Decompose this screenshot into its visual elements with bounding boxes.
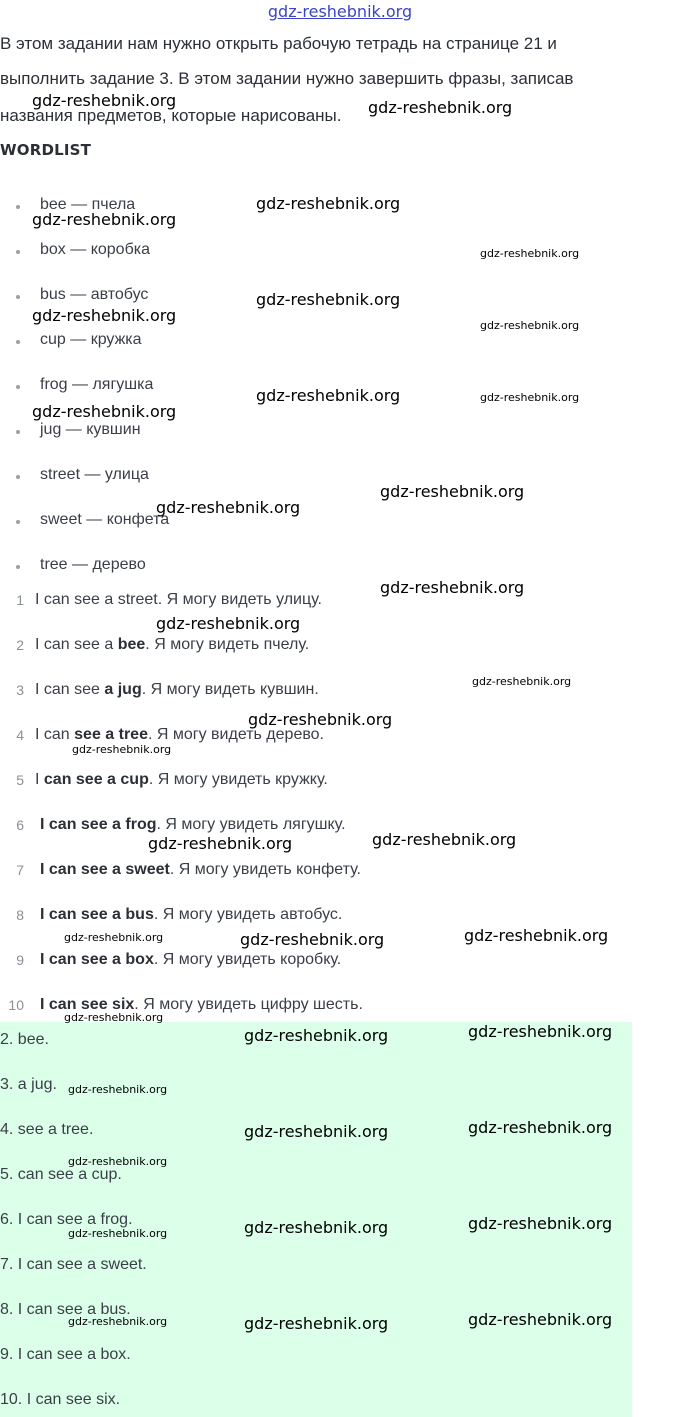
answer-line: 8. I can see a bus. [0, 1301, 131, 1318]
answer-line: 10. I can see six. [0, 1391, 121, 1408]
watermark: gdz-reshebnik.org [32, 91, 177, 110]
wordlist-heading: WORDLIST [0, 141, 92, 159]
watermark: gdz-reshebnik.org [380, 482, 525, 501]
bullet-icon [16, 340, 20, 344]
watermark: gdz-reshebnik.org [248, 710, 393, 729]
watermark: gdz-reshebnik.org [256, 290, 401, 309]
watermark: gdz-reshebnik.org [64, 1011, 164, 1024]
bullet-icon [16, 475, 20, 479]
watermark: gdz-reshebnik.org [32, 210, 177, 229]
site-link[interactable]: gdz-reshebnik.org [267, 2, 413, 21]
intro-line-2: выполнить задание 3. В этом задании нужно завершить фразы, записав [0, 69, 574, 88]
watermark: gdz-reshebnik.org [68, 1315, 168, 1328]
watermark: gdz-reshebnik.org [256, 386, 401, 405]
watermark: gdz-reshebnik.org [468, 1214, 613, 1233]
watermark: gdz-reshebnik.org [380, 578, 525, 597]
watermark: gdz-reshebnik.org [368, 98, 513, 117]
watermark: gdz-reshebnik.org [240, 930, 385, 949]
bullet-icon [16, 430, 20, 434]
bullet-icon [16, 250, 20, 254]
watermark: gdz-reshebnik.org [244, 1218, 389, 1237]
watermark: gdz-reshebnik.org [256, 194, 401, 213]
watermark: gdz-reshebnik.org [68, 1155, 168, 1168]
bullet-icon [16, 520, 20, 524]
watermark: gdz-reshebnik.org [244, 1314, 389, 1333]
watermark: gdz-reshebnik.org [244, 1122, 389, 1141]
watermark: gdz-reshebnik.org [244, 1026, 389, 1045]
watermark: gdz-reshebnik.org [64, 931, 164, 944]
watermark: gdz-reshebnik.org [480, 319, 580, 332]
watermark: gdz-reshebnik.org [480, 391, 580, 404]
watermark: gdz-reshebnik.org [464, 926, 609, 945]
watermark: gdz-reshebnik.org [156, 614, 301, 633]
answer-line: 2. bee. [0, 1031, 49, 1048]
answer-line: 4. see a tree. [0, 1121, 94, 1138]
answer-line: 5. can see a cup. [0, 1166, 122, 1183]
bullet-icon [16, 295, 20, 299]
watermark: gdz-reshebnik.org [72, 743, 172, 756]
watermark: gdz-reshebnik.org [148, 834, 293, 853]
answer-line: 7. I can see a sweet. [0, 1256, 147, 1273]
intro-line-1: В этом задании нам нужно открыть рабочую тетрадь на странице 21 и [0, 34, 557, 53]
watermark: gdz-reshebnik.org [32, 402, 177, 421]
watermark: gdz-reshebnik.org [156, 498, 301, 517]
watermark: gdz-reshebnik.org [468, 1022, 613, 1041]
answer-line: 3. a jug. [0, 1076, 57, 1093]
answer-line: 9. I can see a box. [0, 1346, 131, 1363]
watermark: gdz-reshebnik.org [480, 247, 580, 260]
bullet-icon [16, 205, 20, 209]
watermark: gdz-reshebnik.org [68, 1227, 168, 1240]
bullet-icon [16, 385, 20, 389]
answer-line: 6. I can see a frog. [0, 1211, 133, 1228]
watermark: gdz-reshebnik.org [32, 306, 177, 325]
bullet-icon [16, 565, 20, 569]
watermark: gdz-reshebnik.org [68, 1083, 168, 1096]
watermark: gdz-reshebnik.org [472, 675, 572, 688]
watermark: gdz-reshebnik.org [468, 1118, 613, 1137]
watermark: gdz-reshebnik.org [468, 1310, 613, 1329]
watermark: gdz-reshebnik.org [372, 830, 517, 849]
intro-line-3: названия предметов, которые нарисованы. [0, 106, 342, 125]
